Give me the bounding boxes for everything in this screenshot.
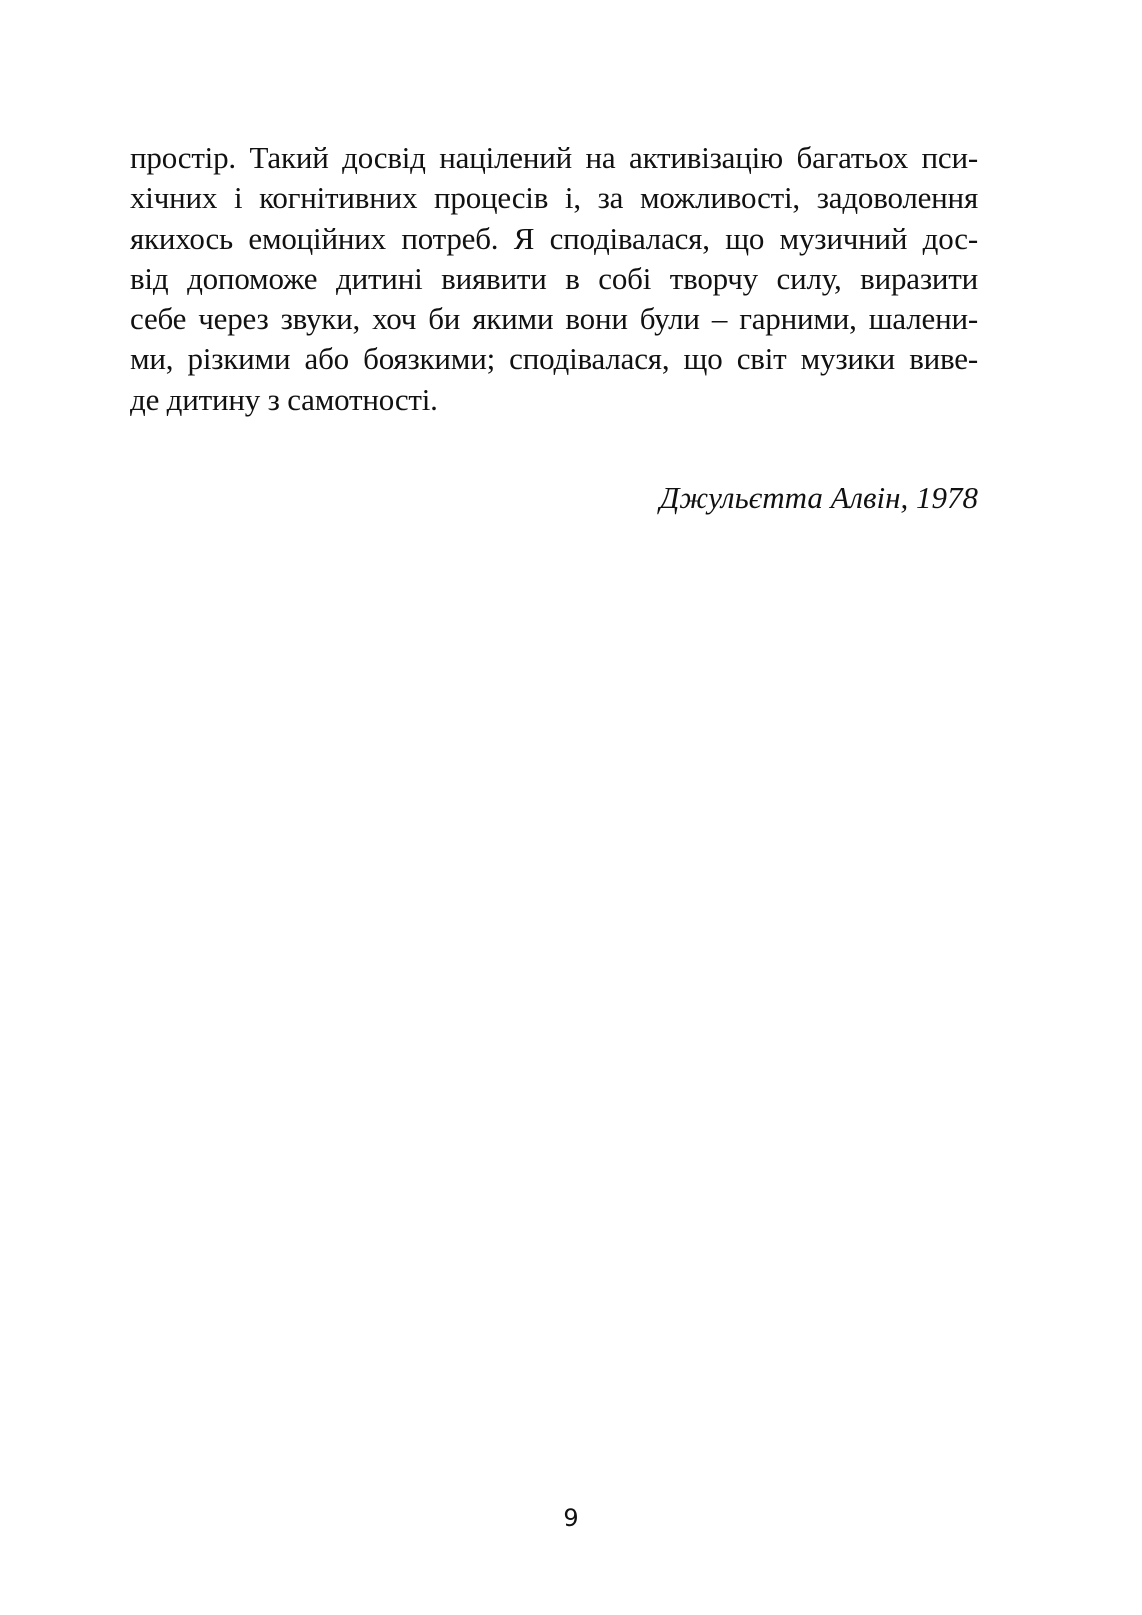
paragraph-line: себе через звуки, хоч би якими вони були – гарними, шалени-: [130, 301, 978, 337]
paragraph-line: від допоможе дитині виявити в собі творчу силу, виразити: [130, 260, 978, 296]
paragraph-line: ми, різкими або боязкими; сподівалася, що світ музики виве-: [130, 341, 978, 377]
paragraph-line: де дитину з самотності.: [130, 381, 438, 417]
paragraph-line: якихось емоційних потреб. Я сподівалася, що музичний дос-: [130, 220, 978, 256]
quote-attribution: Джульєтта Алвін, 1978: [659, 480, 978, 515]
paragraph-line: простір. Такий досвід націлений на активізацію багатьох пси-: [130, 140, 978, 175]
quote-paragraph: [130, 138, 978, 420]
paragraph-line: хічних і когнітивних процесів і, за можливості, задоволення: [130, 180, 978, 216]
page-number: 9: [563, 1504, 579, 1532]
